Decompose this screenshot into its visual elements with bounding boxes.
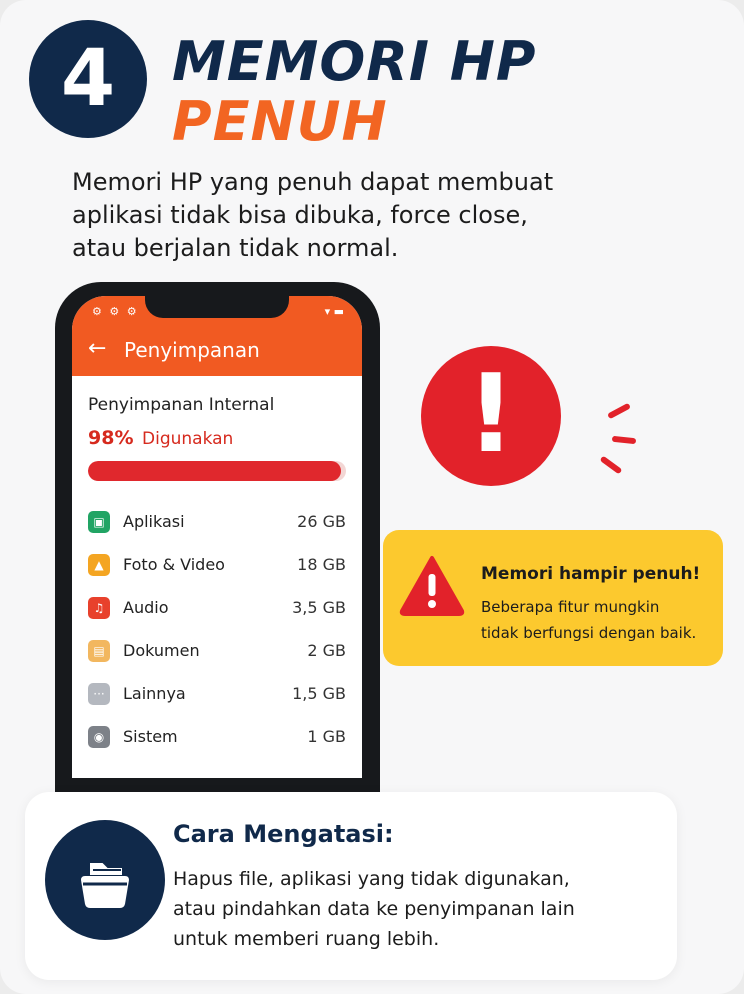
storage-row-size: 18 GB <box>297 555 346 574</box>
storage-row-foto-video[interactable] <box>88 549 346 592</box>
storage-row-aplikasi[interactable] <box>88 506 346 549</box>
solution-line-1: Hapus file, aplikasi yang tidak digunakan, <box>173 868 570 890</box>
warning-triangle-icon <box>399 554 465 616</box>
system-icon: ◉ <box>88 726 110 748</box>
storage-row-size: 1,5 GB <box>292 684 346 703</box>
storage-row-size: 1 GB <box>307 727 346 746</box>
status-bar-left-icons: ⚙ ⚙ ⚙ <box>92 305 139 318</box>
intro-line-2: aplikasi tidak bisa dibuka, force close, <box>72 201 528 229</box>
folder-badge <box>45 820 165 940</box>
usage-label: Digunakan <box>142 429 234 449</box>
storage-row-name: Lainnya <box>123 684 186 703</box>
alert-circle <box>421 346 561 486</box>
storage-row-name: Dokumen <box>123 641 200 660</box>
storage-row-lainnya[interactable] <box>88 678 346 721</box>
storage-row-audio[interactable] <box>88 592 346 635</box>
storage-row-name: Sistem <box>123 727 178 746</box>
storage-row-name: Audio <box>123 598 169 617</box>
photo-icon: ▲ <box>88 554 110 576</box>
step-number: 4 <box>60 34 116 124</box>
intro-text <box>72 166 592 265</box>
title-line-2: PENUH <box>172 90 388 153</box>
title-line-1: MEMORI HP <box>172 30 537 93</box>
app-icon: ▣ <box>88 511 110 533</box>
usage-percent: 98% <box>88 427 134 449</box>
solution-line-3: untuk memberi ruang lebih. <box>173 928 440 950</box>
storage-row-size: 3,5 GB <box>292 598 346 617</box>
warning-title: Memori hampir penuh! <box>481 564 701 584</box>
warning-line-1: Beberapa fitur mungkin <box>481 598 660 616</box>
document-icon: ▤ <box>88 640 110 662</box>
status-bar-right-icons: ▾ ▬ <box>324 305 344 318</box>
intro-line-3: atau berjalan tidak normal. <box>72 234 399 262</box>
folder-icon <box>45 820 165 940</box>
solution-line-2: atau pindahkan data ke penyimpanan lain <box>173 898 575 920</box>
warning-body <box>481 594 696 646</box>
storage-row-name: Aplikasi <box>123 512 185 531</box>
alert-ray-icon <box>600 456 623 475</box>
solution-card <box>25 792 677 980</box>
internal-storage-label: Penyimpanan Internal <box>88 395 275 415</box>
warning-line-2: tidak berfungsi dengan baik. <box>481 624 697 642</box>
storage-row-dokumen[interactable] <box>88 635 346 678</box>
exclamation-icon: ! <box>466 352 516 477</box>
storage-progress-fill <box>88 461 341 481</box>
app-bar-title: Penyimpanan <box>124 338 260 362</box>
phone-screen <box>72 296 362 778</box>
step-number-badge <box>29 20 147 138</box>
intro-line-1: Memori HP yang penuh dapat membuat <box>72 168 554 196</box>
storage-row-name: Foto & Video <box>123 555 225 574</box>
alert-ray-icon <box>607 403 631 420</box>
warning-box <box>383 530 723 666</box>
storage-row-sistem[interactable] <box>88 721 346 764</box>
storage-category-list <box>88 506 346 764</box>
back-arrow-icon[interactable]: ← <box>88 336 107 361</box>
storage-row-size: 26 GB <box>297 512 346 531</box>
more-icon: ··· <box>88 683 110 705</box>
storage-progress-bar <box>88 461 346 481</box>
music-icon: ♫ <box>88 597 110 619</box>
storage-app-bar <box>72 296 362 376</box>
storage-row-size: 2 GB <box>307 641 346 660</box>
solution-title: Cara Mengatasi: <box>173 820 394 848</box>
solution-body <box>173 864 575 954</box>
phone-notch <box>145 296 289 318</box>
alert-ray-icon <box>612 436 636 444</box>
